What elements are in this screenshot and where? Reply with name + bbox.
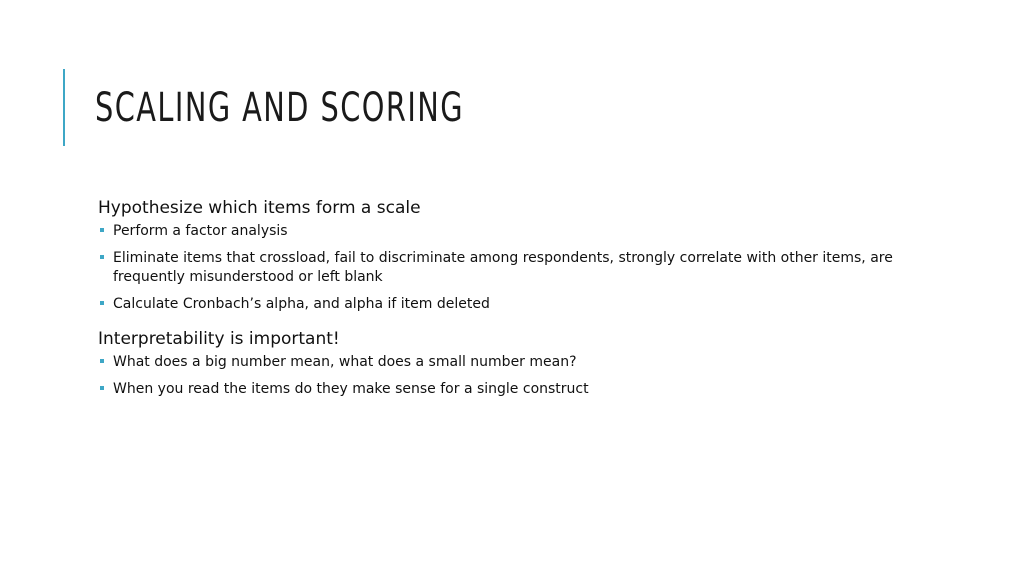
bullet-item [98,249,898,287]
bullet-item [98,380,898,399]
bullet-list [98,222,898,314]
square-bullet-icon [100,228,104,232]
bullet-list [98,353,898,399]
section-interpretability [98,327,898,399]
square-bullet-icon [100,386,104,390]
bullet-text: Calculate Cronbach’s alpha, and alpha if item deleted [113,296,490,312]
section-heading: Hypothesize which items form a scale [98,198,421,218]
bullet-text: What does a big number mean, what does a small number mean? [113,354,577,370]
bullet-item [98,353,898,372]
section-scale-hypothesis [98,196,898,314]
bullet-text: Eliminate items that crossload, fail to discriminate among respondents, strongly correlate with other items, are frequently misunderstood or left blank [113,250,893,285]
slide-content [98,196,898,399]
section-heading: Interpretability is important! [98,329,340,349]
title-accent-bar [63,69,65,146]
square-bullet-icon [100,255,104,259]
bullet-item [98,295,898,314]
bullet-text: Perform a factor analysis [113,223,288,239]
bullet-item [98,222,898,241]
square-bullet-icon [100,359,104,363]
square-bullet-icon [100,301,104,305]
slide-title: SCALING AND SCORING [95,85,465,131]
bullet-text: When you read the items do they make sense for a single construct [113,381,589,397]
